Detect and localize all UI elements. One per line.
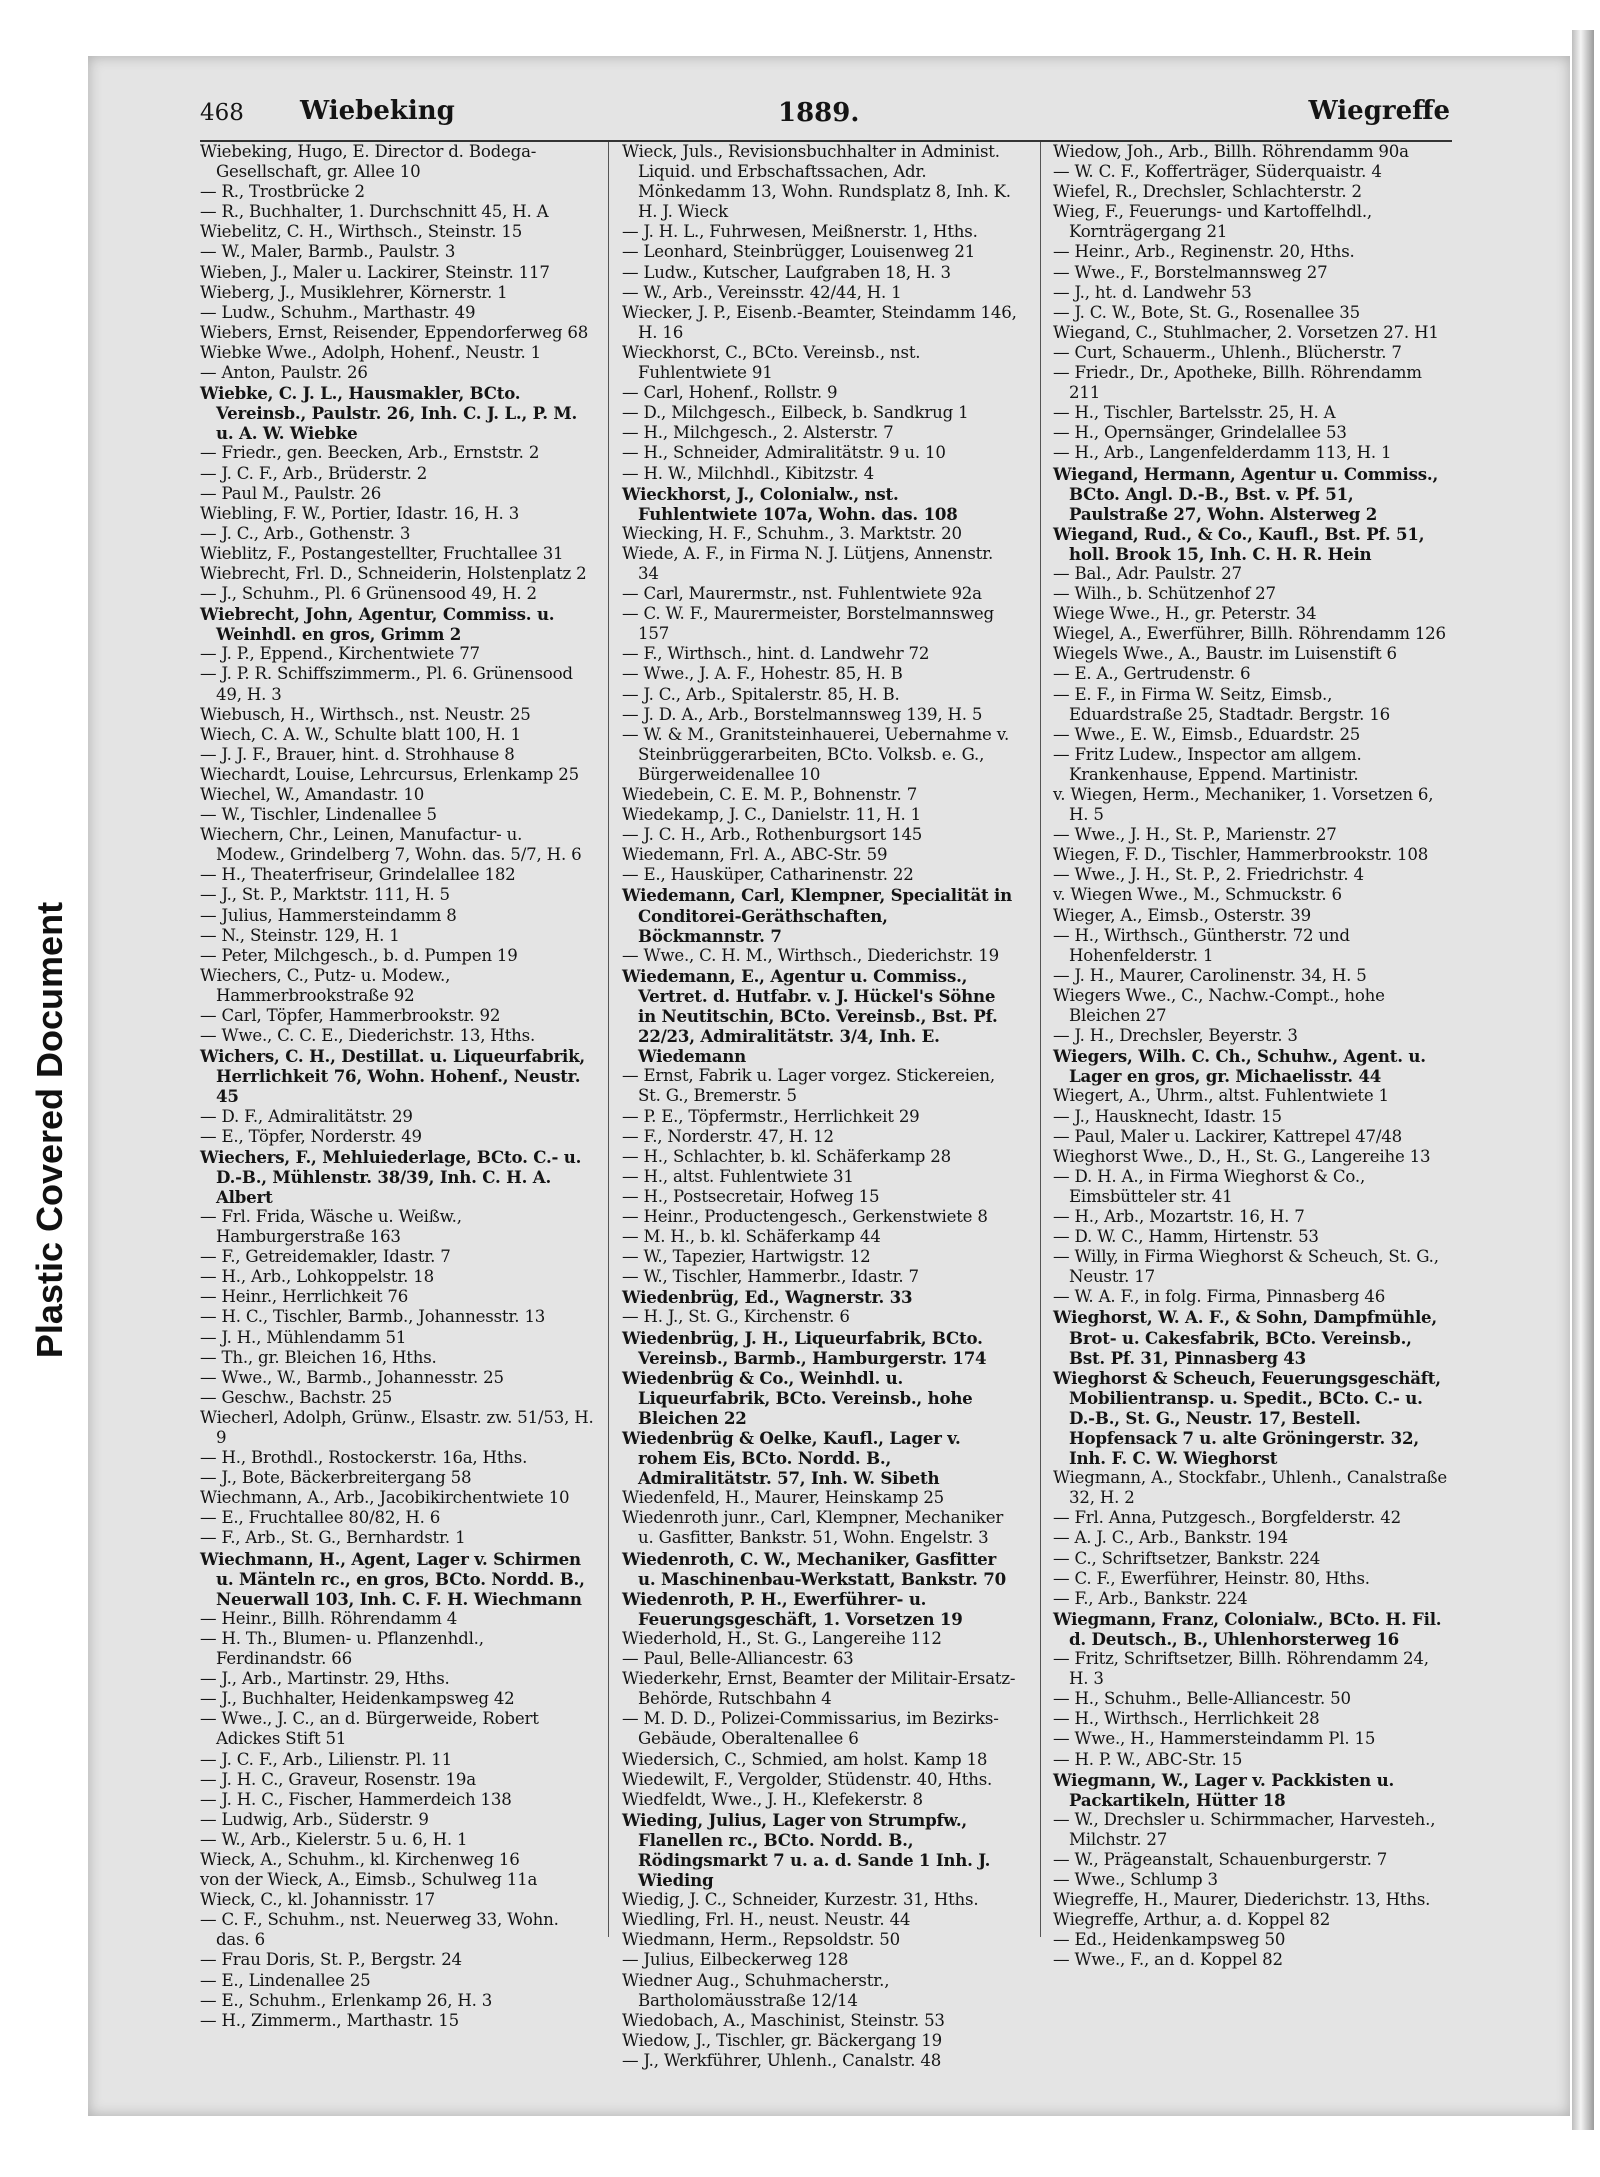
- directory-entry: Wieger, A., Eimsb., Osterstr. 39: [1053, 905, 1312, 925]
- directory-entry: Wichers, C. H., Destillat. u. Liqueurfabrik, Herrlichkeit 76, Wohn. Hohenf., Neustr. 45: [200, 1046, 585, 1107]
- directory-entry: Wiechmann, A., Arb., Jacobikirchentwiete 10: [200, 1488, 570, 1508]
- directory-entry: — Wwe., W., Barmb., Johannesstr. 25: [200, 1367, 504, 1387]
- directory-entry: — Friedr., Dr., Apotheke, Billh. Röhrendamm 211: [1053, 363, 1422, 403]
- directory-entry: Wiedenroth, P. H., Ewerführer- u. Feuerungsgeschäft, 1. Vorsetzen 19: [622, 1588, 963, 1629]
- directory-entry: — R., Trostbrücke 2: [200, 182, 365, 202]
- directory-entry: — Julius, Eilbeckerweg 128: [622, 1950, 849, 1970]
- directory-entry: von der Wieck, A., Eimsb., Schulweg 11a: [200, 1870, 538, 1890]
- directory-entry: — Ludw., Schuhm., Marthastr. 49: [200, 302, 476, 322]
- directory-entry: — Wwe., Schlump 3: [1053, 1870, 1218, 1890]
- directory-entry: — D. W. C., Hamm, Hirtenstr. 53: [1053, 1227, 1319, 1247]
- directory-entry: — E. A., Gertrudenstr. 6: [1053, 664, 1251, 684]
- directory-entry: — J. D. A., Arb., Borstelmannsweg 139, H. 5: [622, 704, 983, 724]
- directory-entry: — F., Arb., Bankstr. 224: [1053, 1588, 1248, 1608]
- directory-entry: Wiebke Wwe., Adolph, Hohenf., Neustr. 1: [200, 342, 541, 362]
- directory-entry: — H., Schneider, Admiralitätstr. 9 u. 10: [622, 443, 946, 463]
- directory-entry: — W. A. F., in folg. Firma, Pinnasberg 46: [1053, 1287, 1386, 1307]
- directory-entry: — Frau Doris, St. P., Bergstr. 24: [200, 1950, 462, 1970]
- directory-entry: Wiegand, Rud., & Co., Kaufl., Bst. Pf. 51, holl. Brook 15, Inh. C. H. R. Hein: [1053, 523, 1425, 564]
- directory-entry: Wiebke, C. J. L., Hausmakler, BCto. Vereinsb., Paulstr. 26, Inh. C. J. L., P. M. u. A. W. Wiebke: [200, 383, 578, 444]
- directory-entry: — Ernst, Fabrik u. Lager vorgez. Stickereien, St. G., Bremerstr. 5: [622, 1066, 995, 1106]
- directory-entry: — Wwe., E. W., Eimsb., Eduardstr. 25: [1053, 724, 1361, 744]
- directory-entry: Wieblitz, F., Postangestellter, Fruchtallee 31: [200, 543, 564, 563]
- directory-entry: — F., Norderstr. 47, H. 12: [622, 1126, 834, 1146]
- directory-entry: — E. F., in Firma W. Seitz, Eimsb., Eduardstraße 25, Stadtadr. Bergstr. 16: [1053, 684, 1391, 724]
- directory-entry: — H., Postsecretair, Hofweg 15: [622, 1186, 880, 1206]
- directory-entry: — H., Schuhm., Belle-Alliancestr. 50: [1053, 1689, 1351, 1709]
- directory-entry: Wiedemann, E., Agentur u. Commiss., Vertret. d. Hutfabr. v. J. Hückel's Söhne in Neutitschin, BCto. Vereinsb., Bst. Pf. 22/23, Admiralitätstr. 3/4, Inh. E. Wiedemann: [622, 965, 998, 1067]
- directory-entry: Wiegmann, A., Stockfabr., Uhlenh., Canalstraße 32, H. 2: [1053, 1468, 1448, 1508]
- directory-entry: Wiedenroth, C. W., Mechaniker, Gasfitter u. Maschinenbau-Werkstatt, Bankstr. 70: [622, 1548, 1006, 1589]
- directory-entry: — Wwe., J. H., St. P., Marienstr. 27: [1053, 825, 1337, 845]
- directory-entry: Wiegreffe, Arthur, a. d. Koppel 82: [1053, 1910, 1331, 1930]
- directory-entry: Wiedenbrüg & Co., Weinhdl. u. Liqueurfabrik, BCto. Vereinsb., hohe Bleichen 22: [622, 1367, 973, 1428]
- directory-entry: — Wilh., b. Schützenhof 27: [1053, 584, 1276, 604]
- directory-entry: Wiedenroth junr., Carl, Klempner, Mechaniker u. Gasfitter, Bankstr. 51, Wohn. Engelstr. 3: [622, 1508, 1004, 1548]
- directory-entry: — J. H. C., Graveur, Rosenstr. 19a: [200, 1769, 476, 1789]
- directory-entry: — E., Schuhm., Erlenkamp 26, H. 3: [200, 1990, 493, 2010]
- directory-entry: Wiebrecht, John, Agentur, Commiss. u. Weinhdl. en gros, Grimm 2: [200, 604, 555, 645]
- side-label: Plastic Covered Document: [29, 901, 70, 1359]
- directory-entry: — J., St. P., Marktstr. 111, H. 5: [200, 885, 450, 905]
- directory-entry: — Friedr., gen. Beecken, Arb., Ernststr. 2: [200, 443, 540, 463]
- directory-entry: — Wwe., C. H. M., Wirthsch., Diederichstr. 19: [622, 945, 999, 965]
- column-2: [622, 142, 1017, 2070]
- directory-entry: — H., altst. Fuhlentwiete 31: [622, 1166, 854, 1186]
- directory-entry: — J. P., Eppend., Kirchentwiete 77: [200, 644, 480, 664]
- directory-entry: Wieberg, J., Musiklehrer, Körnerstr. 1: [200, 282, 508, 302]
- directory-entry: — E., Töpfer, Norderstr. 49: [200, 1126, 422, 1146]
- directory-entry: — Carl, Maurermstr., nst. Fuhlentwiete 92a: [622, 584, 982, 604]
- header-left-keyword: Wiebeking: [300, 96, 455, 126]
- directory-entry: Wiedenfeld, H., Maurer, Heinskamp 25: [622, 1488, 945, 1508]
- directory-entry: — Paul, Belle-Alliancestr. 63: [622, 1649, 854, 1669]
- directory-entry: Wiedenbrüg, Ed., Wagnerstr. 33: [622, 1287, 913, 1308]
- directory-entry: — J., Bote, Bäckerbreitergang 58: [200, 1468, 472, 1488]
- directory-entry: — Curt, Schauerm., Uhlenh., Blücherstr. 7: [1053, 342, 1402, 362]
- directory-entry: — M. H., b. kl. Schäferkamp 44: [622, 1227, 881, 1247]
- directory-entry: Wiedig, J. C., Schneider, Kurzestr. 31, Hths.: [622, 1890, 979, 1910]
- directory-entry: — H., Wirthsch., Güntherstr. 72 und Hohenfelderstr. 1: [1053, 925, 1350, 965]
- directory-entry: — H., Arb., Langenfelderdamm 113, H. 1: [1053, 443, 1392, 463]
- directory-entry: — Anton, Paulstr. 26: [200, 363, 368, 383]
- directory-entry: Wiedenbrüg, J. H., Liqueurfabrik, BCto. Vereinsb., Barmb., Hamburgerstr. 174: [622, 1327, 987, 1368]
- directory-entry: Wiechern, Chr., Leinen, Manufactur- u. Modew., Grindelberg 7, Wohn. das. 5/7, H. 6: [200, 825, 582, 865]
- directory-entry: — Frl. Anna, Putzgesch., Borgfelderstr. 42: [1053, 1508, 1401, 1528]
- directory-entry: Wiegand, Hermann, Agentur u. Commiss., BCto. Angl. D.-B., Bst. v. Pf. 51, Paulstraße 27, Wohn. Alsterweg 2: [1053, 463, 1439, 524]
- directory-entry: — Wwe., J. H., St. P., 2. Friedrichstr. 4: [1053, 865, 1364, 885]
- directory-entry: Wiech, C. A. W., Schulte blatt 100, H. 1: [200, 724, 521, 744]
- directory-entry: v. Wiegen, Herm., Mechaniker, 1. Vorsetzen 6, H. 5: [1053, 785, 1434, 825]
- directory-entry: — H., Arb., Mozartstr. 16, H. 7: [1053, 1206, 1305, 1226]
- directory-entry: — W. C. F., Kofferträger, Süderquaistr. 4: [1053, 162, 1382, 182]
- directory-entry: — J. C., Arb., Spitalerstr. 85, H. B.: [622, 684, 900, 704]
- directory-entry: Wiedekamp, J. C., Danielstr. 11, H. 1: [622, 805, 922, 825]
- directory-entry: — P. E., Töpfermstr., Herrlichkeit 29: [622, 1106, 920, 1126]
- directory-entry: — J. C., Arb., Gothenstr. 3: [200, 523, 411, 543]
- directory-entry: Wieg, F., Feuerungs- und Kartoffelhdl., Kornträgergang 21: [1053, 202, 1373, 242]
- directory-entry: Wieck, Juls., Revisionsbuchhalter in Administ. Liquid. und Erbschaftssachen, Adr. Mönkedamm 13, Wohn. Rundsplatz 8, Inh. K. H. J. Wieck: [622, 142, 1011, 222]
- directory-entry: — H., Wirthsch., Herrlichkeit 28: [1053, 1709, 1320, 1729]
- directory-entry: — E., Lindenallee 25: [200, 1970, 371, 1990]
- directory-entry: — R., Buchhalter, 1. Durchschnitt 45, H. A: [200, 202, 549, 222]
- directory-entry: Wiedobach, A., Maschinist, Steinstr. 53: [622, 2010, 945, 2030]
- directory-entry: Wiegmann, W., Lager v. Packkisten u. Packartikeln, Hütter 18: [1053, 1769, 1395, 1810]
- directory-entry: — H., Tischler, Bartelsstr. 25, H. A: [1053, 403, 1336, 423]
- directory-entry: — D. H. A., in Firma Wieghorst & Co., Eimsbütteler str. 41: [1053, 1166, 1366, 1206]
- directory-entry: — C. F., Schuhm., nst. Neuerweg 33, Wohn. das. 6: [200, 1910, 559, 1950]
- directory-entry: — H. W., Milchhdl., Kibitzstr. 4: [622, 463, 874, 483]
- directory-entry: — Leonhard, Steinbrügger, Louisenweg 21: [622, 242, 976, 262]
- directory-entry: Wiedow, J., Tischler, gr. Bäckergang 19: [622, 2030, 943, 2050]
- directory-entry: — H., Theaterfriseur, Grindelallee 182: [200, 865, 516, 885]
- directory-entry: Wiede, A. F., in Firma N. J. Lütjens, Annenstr. 34: [622, 543, 994, 583]
- directory-entry: Wiedner Aug., Schuhmacherstr., Bartholomäusstraße 12/14: [622, 1970, 890, 2010]
- directory-entry: — Wwe., F., an d. Koppel 82: [1053, 1950, 1283, 1970]
- directory-entry: Wieben, J., Maler u. Lackirer, Steinstr. 117: [200, 262, 550, 282]
- directory-entry: — J., ht. d. Landwehr 53: [1053, 282, 1252, 302]
- directory-entry: — Wwe., J. C., an d. Bürgerweide, Robert Adickes Stift 51: [200, 1709, 539, 1749]
- column-1: [200, 142, 595, 2030]
- directory-entry: — Heinr., Billh. Röhrendamm 4: [200, 1608, 458, 1628]
- directory-entry: Wiegers Wwe., C., Nachw.-Compt., hohe Bleichen 27: [1053, 985, 1385, 1026]
- directory-entry: Wiebling, F. W., Portier, Idastr. 16, H. 3: [200, 503, 520, 523]
- directory-entry: — H., Milchgesch., 2. Alsterstr. 7: [622, 423, 894, 443]
- directory-entry: Wieckhorst, C., BCto. Vereinsb., nst. Fuhlentwiete 91: [622, 342, 921, 383]
- directory-entry: — H. C., Tischler, Barmb., Johannesstr. 13: [200, 1307, 546, 1327]
- directory-entry: Wiegand, C., Stuhlmacher, 2. Vorsetzen 27. H1: [1053, 322, 1439, 342]
- directory-entry: Wiechardt, Louise, Lehrcursus, Erlenkamp 25: [200, 764, 580, 784]
- directory-entry: Wiegels Wwe., A., Baustr. im Luisenstift 6: [1053, 644, 1397, 664]
- directory-entry: Wiedmann, Herm., Repsoldstr. 50: [622, 1930, 900, 1950]
- directory-entry: — D., Milchgesch., Eilbeck, b. Sandkrug 1: [622, 403, 969, 423]
- directory-entry: Wieckhorst, J., Colonialw., nst. Fuhlentwiete 107a, Wohn. das. 108: [622, 483, 958, 524]
- directory-entry: — Fritz Ludew., Inspector am allgem. Krankenhause, Eppend. Martinistr.: [1053, 744, 1362, 784]
- directory-entry: — E., Hausküper, Catharinenstr. 22: [622, 865, 914, 885]
- directory-entry: — Wwe., C. C. E., Diederichstr. 13, Hths.: [200, 1026, 536, 1046]
- directory-entry: Wiegert, A., Uhrm., altst. Fuhlentwiete 1: [1053, 1086, 1389, 1106]
- directory-entry: Wieghorst & Scheuch, Feuerungsgeschäft, Mobilientransp. u. Spedit., BCto. C.- u. D.-B., St. G., Neustr. 17, Bestell. Hopfensack 7 u. alte Gröningerstr. 32, Inh. F. C. W. Wieghorst: [1053, 1367, 1441, 1469]
- directory-entry: — D. F., Admiralitätstr. 29: [200, 1106, 413, 1126]
- directory-entry: — Julius, Hammersteindamm 8: [200, 905, 457, 925]
- directory-entry: — Heinr., Productengesch., Gerkenstwiete 8: [622, 1206, 988, 1226]
- directory-entry: — H., Arb., Lohkoppelstr. 18: [200, 1267, 434, 1287]
- directory-entry: — Wwe., J. A. F., Hohestr. 85, H. B: [622, 664, 903, 684]
- directory-entry: — H., Brothdl., Rostockerstr. 16a, Hths.: [200, 1448, 528, 1468]
- directory-entry: v. Wiegen Wwe., M., Schmuckstr. 6: [1053, 885, 1342, 905]
- directory-entry: Wiefel, R., Drechsler, Schlachterstr. 2: [1053, 182, 1362, 202]
- directory-entry: Wiegmann, Franz, Colonialw., BCto. H. Fil. d. Deutsch., B., Uhlenhorsterweg 16: [1053, 1608, 1442, 1649]
- directory-entry: Wiedenbrüg & Oelke, Kaufl., Lager v. rohem Eis, BCto. Nordd. B., Admiralitätstr. 57, Inh. W. Sibeth: [622, 1428, 961, 1489]
- directory-entry: — F., Arb., St. G., Bernhardstr. 1: [200, 1528, 466, 1548]
- directory-entry: Wiegers, Wilh. C. Ch., Schuhw., Agent. u. Lager en gros, gr. Michaelisstr. 44: [1053, 1046, 1426, 1087]
- directory-entry: Wiegen, F. D., Tischler, Hammerbrookstr. 108: [1053, 845, 1429, 865]
- directory-entry: — Ludwig, Arb., Süderstr. 9: [200, 1809, 429, 1829]
- column-divider: [608, 142, 609, 1937]
- directory-entry: — C., Schriftsetzer, Bankstr. 224: [1053, 1548, 1321, 1568]
- page-number: 468: [200, 100, 244, 126]
- directory-entry: — Geschw., Bachstr. 25: [200, 1387, 393, 1407]
- directory-entry: Wiedow, Joh., Arb., Billh. Röhrendamm 90a: [1053, 142, 1409, 161]
- directory-entry: Wiedfeldt, Wwe., J. H., Klefekerstr. 8: [622, 1789, 923, 1809]
- directory-entry: Wieghorst, W. A. F., & Sohn, Dampfmühle, Brot- u. Cakesfabrik, BCto. Vereinsb., Bst. Pf. 31, Pinnasberg 43: [1053, 1307, 1437, 1368]
- directory-entry: — W., Maler, Barmb., Paulstr. 3: [200, 242, 456, 262]
- directory-entry: Wiecker, J. P., Eisenb.-Beamter, Steindamm 146, H. 16: [622, 302, 1017, 342]
- directory-entry: — H., Opernsänger, Grindelallee 53: [1053, 423, 1347, 443]
- directory-entry: — W. & M., Granitsteinhauerei, Uebernahme v. Steinbrüggerarbeiten, BCto. Volksb. e. G., Bürgerweidenallee 10: [622, 724, 1010, 784]
- directory-entry: — J. H., Drechsler, Beyerstr. 3: [1053, 1026, 1298, 1046]
- directory-entry: — C. F., Ewerführer, Heinstr. 80, Hths.: [1053, 1568, 1370, 1588]
- directory-entry: Wiederhold, H., St. G., Langereihe 112: [622, 1628, 942, 1648]
- directory-entry: — Wwe., F., Borstelmannsweg 27: [1053, 262, 1328, 282]
- directory-entry: Wiebeking, Hugo, E. Director d. Bodega-Gesellschaft, gr. Allee 10: [200, 142, 537, 182]
- directory-entry: Wiechmann, H., Agent, Lager v. Schirmen u. Mänteln rc., en gros, BCto. Nordd. B., Neuerwall 103, Inh. C. F. H. Wiechmann: [200, 1548, 585, 1609]
- directory-entry: Wiecking, H. F., Schuhm., 3. Marktstr. 20: [622, 523, 962, 543]
- directory-entry: — Bal., Adr. Paulstr. 27: [1053, 563, 1242, 583]
- directory-entry: — Ludw., Kutscher, Laufgraben 18, H. 3: [622, 262, 951, 282]
- directory-entry: — N., Steinstr. 129, H. 1: [200, 925, 400, 945]
- directory-entry: — Peter, Milchgesch., b. d. Pumpen 19: [200, 945, 518, 965]
- directory-entry: Wieding, Julius, Lager von Strumpfw., Flanellen rc., BCto. Nordd. B., Rödingsmarkt 7 u. a. d. Sande 1 Inh. J. Wieding: [622, 1809, 991, 1891]
- directory-entry: — H. P. W., ABC-Str. 15: [1053, 1749, 1243, 1769]
- directory-entry: Wiegel, A., Ewerführer, Billh. Röhrendamm 126: [1053, 624, 1446, 644]
- directory-entry: — J. H. L., Fuhrwesen, Meißnerstr. 1, Hths.: [622, 222, 978, 242]
- directory-entry: — W., Tapezier, Hartwigstr. 12: [622, 1247, 871, 1267]
- directory-entry: Wieck, C., kl. Johannisstr. 17: [200, 1890, 436, 1910]
- directory-entry: Wiebers, Ernst, Reisender, Eppendorferweg 68: [200, 322, 589, 342]
- page-edge: [1572, 30, 1594, 2130]
- directory-entry: Wiedemann, Carl, Klempner, Specialität in Conditorei-Geräthschaften, Böckmannstr. 7: [622, 885, 1013, 946]
- directory-entry: Wiebrecht, Frl. D., Schneiderin, Holstenplatz 2: [200, 563, 587, 583]
- directory-entry: — Paul, Maler u. Lackirer, Kattrepel 47/48: [1053, 1126, 1402, 1146]
- directory-entry: Wiebelitz, C. H., Wirthsch., Steinstr. 15: [200, 222, 523, 242]
- directory-entry: Wiegreffe, H., Maurer, Diederichstr. 13, Hths.: [1053, 1890, 1431, 1910]
- directory-entry: Wiechers, C., Putz- u. Modew., Hammerbrookstraße 92: [200, 965, 451, 1005]
- directory-entry: — J. C. F., Arb., Brüderstr. 2: [200, 463, 428, 483]
- directory-entry: — Wwe., H., Hammersteindamm Pl. 15: [1053, 1729, 1376, 1749]
- directory-entry: — J. P. R. Schiffszimmerm., Pl. 6. Grünensood 49, H. 3: [200, 664, 573, 704]
- directory-entry: Wiecherl, Adolph, Grünw., Elsastr. zw. 51/53, H. 9: [200, 1407, 594, 1447]
- directory-entry: — J. H. C., Fischer, Hammerdeich 138: [200, 1789, 512, 1809]
- directory-entry: — C. W. F., Maurermeister, Borstelmannsweg 157: [622, 604, 994, 644]
- directory-entry: Wiedersich, C., Schmied, am holst. Kamp 18: [622, 1749, 988, 1769]
- directory-entry: Wiedling, Frl. H., neust. Neustr. 44: [622, 1910, 911, 1930]
- directory-entry: — Th., gr. Bleichen 16, Hths.: [200, 1347, 437, 1367]
- directory-entry: — Willy, in Firma Wieghorst & Scheuch, St. G., Neustr. 17: [1053, 1247, 1439, 1287]
- directory-entry: — Ed., Heidenkampsweg 50: [1053, 1930, 1286, 1950]
- directory-entry: Wiedebein, C. E. M. P., Bohnenstr. 7: [622, 785, 918, 804]
- directory-entry: — A. J. C., Arb., Bankstr. 194: [1053, 1528, 1288, 1548]
- directory-entry: — H., Schlachter, b. kl. Schäferkamp 28: [622, 1146, 951, 1166]
- directory-entry: — Paul M., Paulstr. 26: [200, 483, 382, 503]
- directory-entry: — J. C. F., Arb., Lilienstr. Pl. 11: [200, 1749, 452, 1769]
- directory-entry: — J., Werkführer, Uhlenh., Canalstr. 48: [622, 2050, 942, 2070]
- directory-entry: Wiechel, W., Amandastr. 10: [200, 785, 425, 804]
- directory-entry: — W., Tischler, Lindenallee 5: [200, 805, 437, 825]
- directory-entry: — W., Drechsler u. Schirmmacher, Harvesteh., Milchstr. 27: [1053, 1809, 1436, 1849]
- directory-entry: — J., Hausknecht, Idastr. 15: [1053, 1106, 1282, 1126]
- directory-entry: Wiederkehr, Ernst, Beamter der Militair-Ersatz-Behörde, Rutschbahn 4: [622, 1669, 1016, 1709]
- directory-entry: — F., Getreidemakler, Idastr. 7: [200, 1247, 451, 1267]
- directory-entry: — H. Th., Blumen- u. Pflanzenhdl., Ferdinandstr. 66: [200, 1628, 484, 1669]
- column-3: [1053, 142, 1448, 1970]
- column-divider: [1040, 142, 1041, 1937]
- directory-entry: — Fritz, Schriftsetzer, Billh. Röhrendamm 24, H. 3: [1053, 1649, 1429, 1689]
- directory-entry: — H., Zimmerm., Marthastr. 15: [200, 2010, 460, 2030]
- directory-entry: — W., Arb., Vereinsstr. 42/44, H. 1: [622, 282, 902, 302]
- directory-entry: — F., Wirthsch., hint. d. Landwehr 72: [622, 644, 930, 664]
- directory-entry: — J. C. W., Bote, St. G., Rosenallee 35: [1053, 302, 1360, 322]
- directory-entry: Wiege Wwe., H., gr. Peterstr. 34: [1053, 604, 1317, 624]
- directory-entry: — Carl, Töpfer, Hammerbrookstr. 92: [200, 1006, 501, 1026]
- header-right-keyword: Wiegreffe: [1308, 96, 1450, 126]
- directory-entry: — J. H., Maurer, Carolinenstr. 34, H. 5: [1053, 965, 1367, 985]
- directory-entry: — J., Buchhalter, Heidenkampsweg 42: [200, 1689, 515, 1709]
- directory-entry: Wiebusch, H., Wirthsch., nst. Neustr. 25: [200, 704, 531, 724]
- directory-entry: Wiechers, F., Mehluiederlage, BCto. C.- u. D.-B., Mühlenstr. 38/39, Inh. C. H. A. Albert: [200, 1146, 582, 1207]
- directory-entry: — J., Arb., Martinstr. 29, Hths.: [200, 1669, 450, 1689]
- directory-entry: — H. J., St. G., Kirchenstr. 6: [622, 1307, 850, 1327]
- directory-entry: — Carl, Hohenf., Rollstr. 9: [622, 383, 838, 403]
- directory-entry: — J., Schuhm., Pl. 6 Grünensood 49, H. 2: [200, 584, 537, 604]
- directory-entry: — Frl. Frida, Wäsche u. Weißw., Hamburgerstraße 163: [200, 1206, 462, 1247]
- directory-entry: — J. C. H., Arb., Rothenburgsort 145: [622, 825, 923, 845]
- directory-entry: Wiedewilt, F., Vergolder, Stüdenstr. 40, Hths.: [622, 1769, 993, 1789]
- directory-entry: — Heinr., Arb., Reginenstr. 20, Hths.: [1053, 242, 1355, 262]
- directory-entry: — W., Prägeanstalt, Schauenburgerstr. 7: [1053, 1849, 1388, 1869]
- directory-entry: Wieghorst Wwe., D., H., St. G., Langereihe 13: [1053, 1146, 1431, 1166]
- directory-entry: Wieck, A., Schuhm., kl. Kirchenweg 16: [200, 1849, 520, 1869]
- directory-entry: — J. J. F., Brauer, hint. d. Strohhause 8: [200, 744, 515, 764]
- directory-entry: Wiedemann, Frl. A., ABC-Str. 59: [622, 845, 888, 865]
- directory-entry: — W., Tischler, Hammerbr., Idastr. 7: [622, 1267, 919, 1287]
- directory-entry: — E., Fruchtallee 80/82, H. 6: [200, 1508, 441, 1528]
- directory-entry: — Heinr., Herrlichkeit 76: [200, 1287, 409, 1307]
- header-year: 1889.: [778, 98, 860, 128]
- directory-entry: — W., Arb., Kielerstr. 5 u. 6, H. 1: [200, 1829, 468, 1849]
- directory-entry: — M. D. D., Polizei-Commissarius, im Bezirks-Gebäude, Oberaltenallee 6: [622, 1709, 999, 1749]
- directory-entry: — J. H., Mühlendamm 51: [200, 1327, 407, 1347]
